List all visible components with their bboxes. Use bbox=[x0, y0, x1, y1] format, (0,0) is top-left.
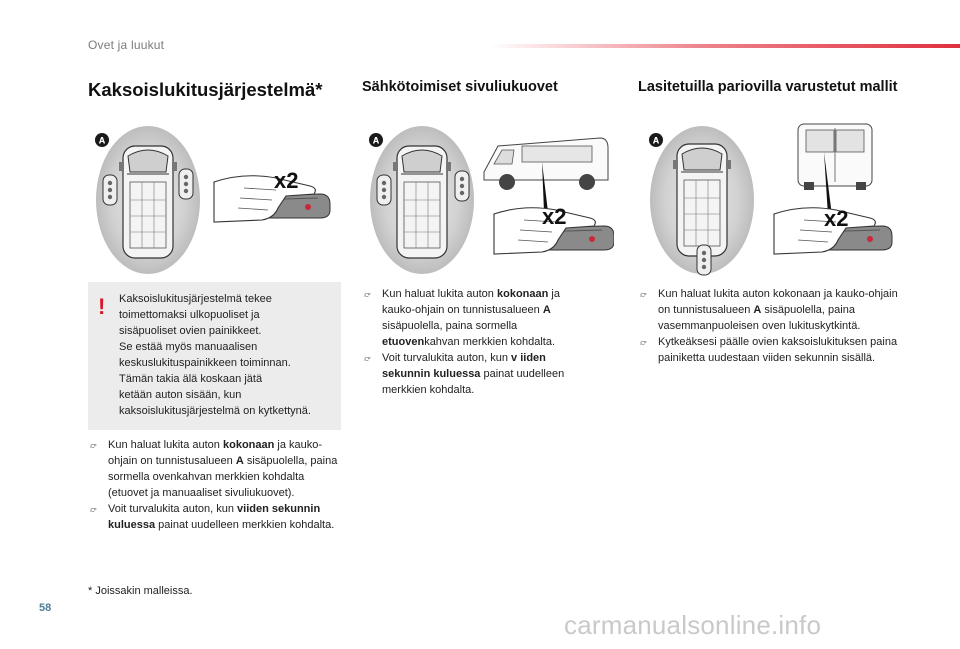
van-top-view bbox=[673, 144, 731, 256]
watermark: carmanualsonline.info bbox=[564, 610, 822, 640]
warning-text: Kaksoislukitusjärjestelmä tekee toimettomaksi ulkopuoliset ja sisäpuoliset ovien painikkeet. Se estää myös manuaalisen keskuslukituspainikkeen toiminnan. Tämän takia älä koskaan jätä ketään auton sisään, kun kaksoislukitusjärjestelmä on kytkettynä. bbox=[119, 293, 311, 417]
press-twice-label: x2 bbox=[274, 168, 299, 193]
list-item: 👉︎ Kun haluat lukita auton kokonaan ja kauko-ohjain on tunnistusalueen A sisäpuolella, paina sormella ovenkahvan merkkien kohdalta (etuovet ja manuaaliset sivuliukuovet). bbox=[90, 439, 338, 499]
key-fob-icon bbox=[377, 175, 391, 205]
key-fob-icon bbox=[103, 175, 117, 205]
key-fob-icon bbox=[179, 169, 193, 199]
illustration-rear-doors bbox=[638, 120, 900, 280]
illustration-sliding-doors bbox=[362, 120, 614, 280]
bullet-icon: 👉︎ bbox=[640, 337, 647, 347]
section-header: Ovet ja luukut bbox=[88, 38, 165, 52]
van-rear-view bbox=[798, 124, 872, 190]
zone-a-label: A bbox=[372, 135, 380, 146]
page-number: 58 bbox=[39, 602, 52, 614]
press-twice-label: x2 bbox=[824, 206, 849, 231]
list-item: 👉︎ Voit turvalukita auton, kun viiden sekunnin kuluessa painat uudelleen merkkien kohdalta. bbox=[90, 503, 335, 531]
van-side-view bbox=[484, 138, 608, 190]
bullet-icon: 👉︎ bbox=[364, 289, 371, 299]
header-accent-line bbox=[490, 44, 960, 48]
bullet-icon: 👉︎ bbox=[640, 289, 647, 299]
col1-title: Kaksoislukitusjärjestelmä* bbox=[88, 79, 323, 100]
col1-instructions bbox=[88, 437, 346, 533]
van-top-view bbox=[119, 146, 177, 258]
col3-title: Lasitetuilla pariovilla varustetut mallit bbox=[638, 79, 898, 95]
illustration-double-locking bbox=[88, 120, 340, 280]
bullet-icon: 👉︎ bbox=[90, 440, 97, 450]
list-item: 👉︎ Kytkeäksesi päälle ovien kaksoislukituksen paina painiketta uudestaan viiden sekunnin sisällä. bbox=[640, 336, 898, 364]
key-fob-icon bbox=[455, 171, 469, 201]
bullet-icon: 👉︎ bbox=[90, 504, 97, 514]
zone-a-label: A bbox=[98, 135, 106, 146]
list-item: 👉︎ Voit turvalukita auton, kun v iiden sekunnin kuluessa painat uudelleen merkkien kohdalta. bbox=[364, 352, 565, 396]
press-twice-label: x2 bbox=[542, 204, 567, 229]
footnote: * Joissakin malleissa. bbox=[88, 585, 193, 597]
van-top-view bbox=[393, 146, 451, 258]
list-item: 👉︎ Kun haluat lukita auton kokonaan ja kauko-ohjain on tunnistusalueen A sisäpuolella, paina sormella etuovenkahvan merkkien kohdalta. bbox=[364, 288, 560, 348]
col2-title: Sähkötoimiset sivuliukuovet bbox=[362, 79, 558, 95]
zone-a-label: A bbox=[652, 135, 660, 146]
list-item: 👉︎ Kun haluat lukita auton kokonaan ja kauko-ohjain on tunnistusalueen A sisäpuolella, paina vasemmanpuoleisen oven lukituskytkintä. bbox=[640, 288, 898, 332]
warning-box bbox=[88, 282, 341, 430]
col3-instructions bbox=[638, 286, 900, 366]
warning-icon: ! bbox=[98, 294, 106, 319]
bullet-icon: 👉︎ bbox=[364, 353, 371, 363]
col2-instructions bbox=[362, 286, 594, 398]
key-fob-icon bbox=[697, 245, 711, 275]
